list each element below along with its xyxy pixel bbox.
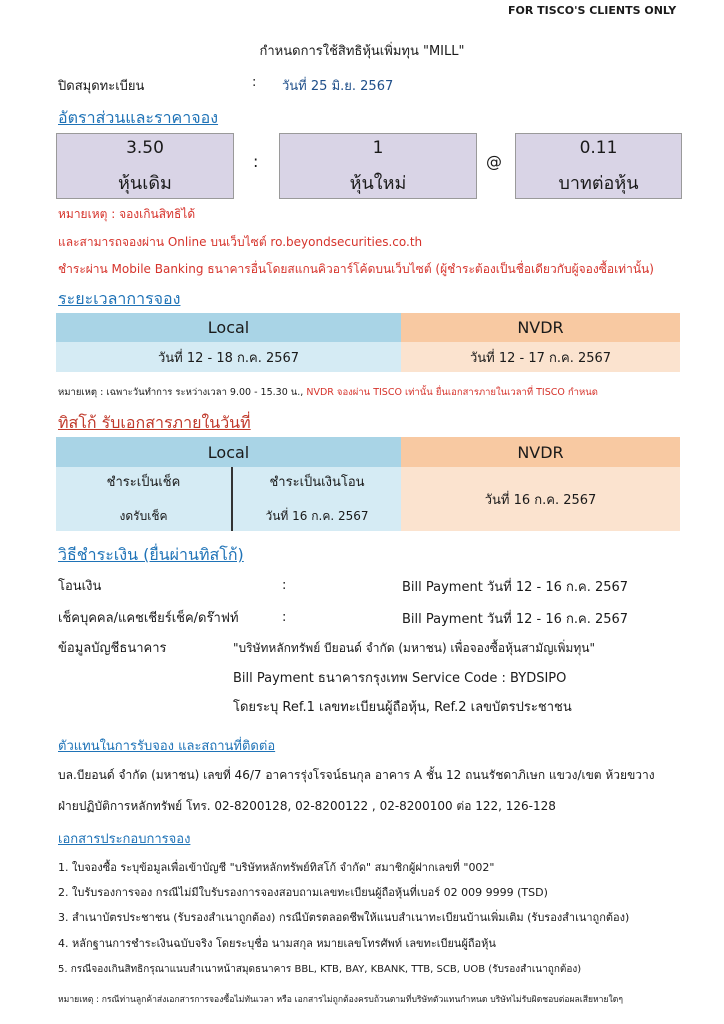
docs-local-header: Local	[56, 437, 401, 467]
ratio-separator-at: @	[486, 152, 502, 171]
ratio-heading: อัตราส่วนและราคาจอง	[58, 108, 219, 127]
period-nvdr-header: NVDR	[401, 313, 680, 342]
ratio-price-label: บาทต่อหุ้น	[558, 173, 639, 194]
ratio-old-value: 3.50	[126, 138, 164, 158]
bank-reference-info: โดยระบุ Ref.1 เลขทะเบียนผู้ถือหุ้น, Ref.2 เลขบัตรประชาชน	[233, 700, 572, 715]
ratio-note-oversubscribe: หมายเหตุ : จองเกินสิทธิได้	[58, 207, 196, 221]
payment-transfer-value: Bill Payment วันที่ 12 - 16 ก.ค. 2567	[402, 580, 629, 595]
book-close-label: ปิดสมุดทะเบียน	[58, 79, 145, 94]
docs-transfer-title: ชำระเป็นเงินโอน	[269, 474, 365, 490]
ratio-price-value: 0.11	[579, 138, 618, 158]
payment-heading: วิธีชำระเงิน (ยื่นผ่านทิสโก้)	[58, 545, 244, 564]
ratio-box-new-shares	[279, 133, 477, 199]
ratio-box-old-shares	[56, 133, 234, 199]
docs-nvdr-value: วันที่ 16 ก.ค. 2567	[401, 467, 680, 531]
docs-nvdr-header: NVDR	[401, 437, 680, 467]
payment-cheque-colon: :	[282, 610, 287, 625]
period-nvdr-date: วันที่ 12 - 17 ก.ค. 2567	[401, 342, 680, 372]
docs-transfer-value: วันที่ 16 ก.ค. 2567	[265, 508, 369, 523]
document-item-5: 5. กรณีจองเกินสิทธิกรุณาแนบสำเนาหน้าสมุดธนาคาร BBL, KTB, BAY, KBANK, TTB, SCB, UOB (รับรองสำเนาถูกต้อง)	[58, 964, 582, 975]
client-only-label: FOR TISCO'S CLIENTS ONLY	[508, 4, 677, 17]
agent-phone: ฝ่ายปฏิบัติการหลักทรัพย์ โทร. 02-8200128, 02-8200122 , 02-8200100 ต่อ 122, 126-128	[58, 799, 556, 813]
bank-account-name: "บริษัทหลักทรัพย์ บียอนด์ จำกัด (มหาชน) เพื่อจองซื้อหุ้นสามัญเพิ่มทุน"	[233, 641, 595, 655]
document-item-2: 2. ใบรับรองการจอง กรณีไม่มีใบรับรองการจองสอบถามเลขทะเบียนผู้ถือหุ้นที่เบอร์ 02 009 9999 (TSD)	[58, 886, 548, 899]
docs-cheque-title: ชำระเป็นเช็ค	[106, 474, 181, 490]
documents-heading: เอกสารประกอบการจอง	[58, 832, 191, 847]
agent-heading: ตัวแทนในการรับจอง และสถานที่ติดต่อ	[58, 739, 276, 754]
payment-cheque-label: เช็คบุคคล/แคชเชียร์เช็ค/ดร๊าฟท์	[58, 611, 239, 626]
bank-service-code: Bill Payment ธนาคารกรุงเทพ Service Code : BYDSIPO	[233, 671, 567, 686]
book-close-colon: :	[252, 75, 257, 90]
page-title: กำหนดการใช้สิทธิหุ้นเพิ่มทุน "MILL"	[259, 44, 465, 59]
ratio-note-mobile-banking: ชำระผ่าน Mobile Banking ธนาคารอื่นโดยสแกนคิวอาร์โค้ดบนเว็บไซต์ (ผู้ชำระต้องเป็นชื่อเดียวกับผู้จองซื้อเท่านั้น)	[58, 262, 654, 276]
bank-info-label: ข้อมูลบัญชีธนาคาร	[58, 641, 167, 656]
document-item-4: 4. หลักฐานการชำระเงินฉบับจริง โดยระบุชื่อ นามสกุล หมายเลขโทรศัพท์ เลขทะเบียนผู้ถือหุ้น	[58, 937, 496, 950]
book-close-date: วันที่ 25 มิ.ย. 2567	[282, 79, 394, 94]
period-note-hours: หมายเหตุ : เฉพาะวันทำการ ระหว่างเวลา 9.00 - 15.30 น.,	[58, 387, 304, 398]
document-item-1: 1. ใบจองซื้อ ระบุข้อมูลเพื่อเข้าบัญชี "บริษัทหลักทรัพย์ทิสโก้ จำกัด" สมาชิกผู้ฝากเลขที่ "002"	[58, 861, 495, 874]
docs-cheque-value: งดรับเช็ค	[119, 508, 168, 523]
docs-heading: ทิสโก้ รับเอกสารภายในวันที่	[58, 413, 251, 432]
payment-transfer-label: โอนเงิน	[58, 579, 102, 594]
period-local-header: Local	[56, 313, 401, 342]
ratio-box-price	[515, 133, 682, 199]
ratio-note-online: และสามารถจองผ่าน Online บนเว็บไซต์ ro.beyondsecurities.co.th	[58, 235, 423, 249]
ratio-new-value: 1	[372, 138, 384, 158]
period-heading: ระยะเวลาการจอง	[58, 289, 181, 308]
period-local-date: วันที่ 12 - 18 ก.ค. 2567	[56, 342, 401, 372]
payment-transfer-colon: :	[282, 578, 287, 593]
ratio-new-label: หุ้นใหม่	[349, 173, 407, 194]
period-note-nvdr: NVDR จองผ่าน TISCO เท่านั้น ยื่นเอกสารภายในเวลาที่ TISCO กำหนด	[303, 387, 598, 398]
period-note	[58, 385, 598, 400]
documents-footnote: หมายเหตุ : กรณีท่านลูกค้าส่งเอกสารการจองซื้อไม่ทันเวลา หรือ เอกสารไม่ถูกต้องครบถ้วนตามที่บริษัทตัวแทนกำหนด บริษัทไม่รับผิดชอบต่อผลเสียหายใดๆ	[58, 995, 623, 1005]
ratio-old-label: หุ้นเดิม	[118, 173, 172, 194]
document-item-3: 3. สำเนาบัตรประชาชน (รับรองสำเนาถูกต้อง) กรณีบัตรตลอดชีพให้แนบสำเนาทะเบียนบ้านเพิ่มเติม (รับรองสำเนาถูกต้อง)	[58, 911, 630, 924]
payment-cheque-value: Bill Payment วันที่ 12 - 16 ก.ค. 2567	[402, 612, 629, 627]
ratio-separator-colon: :	[253, 152, 259, 171]
agent-address: บล.บียอนด์ จำกัด (มหาชน) เลขที่ 46/7 อาคารรุ่งโรจน์ธนกุล อาคาร A ชั้น 12 ถนนรัชดาภิเษก แขวง/เขต ห้วยขวาง	[58, 768, 655, 782]
